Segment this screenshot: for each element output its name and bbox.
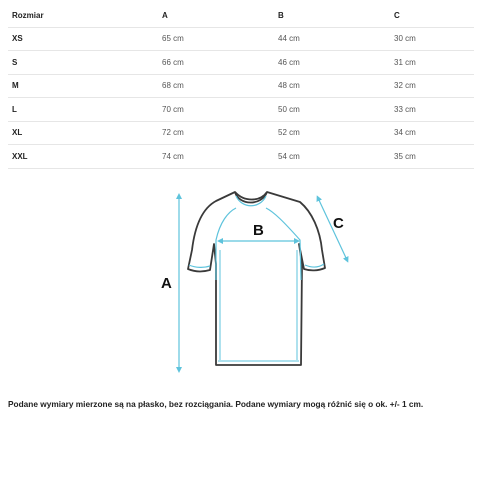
cell-b: 46 cm (274, 51, 390, 75)
cell-size: L (8, 98, 158, 122)
tshirt-measurement-diagram (150, 180, 350, 385)
cell-b: 54 cm (274, 145, 390, 169)
cell-c: 33 cm (390, 98, 474, 122)
cell-b: 50 cm (274, 98, 390, 122)
cell-size: M (8, 74, 158, 98)
cell-a: 66 cm (158, 51, 274, 75)
table-row (8, 98, 474, 122)
cell-size: S (8, 51, 158, 75)
cell-a: 65 cm (158, 27, 274, 51)
cell-c: 30 cm (390, 27, 474, 51)
measure-a-label: A (161, 275, 172, 292)
table-row (8, 27, 474, 51)
cell-c: 35 cm (390, 145, 474, 169)
cell-a: 72 cm (158, 121, 274, 145)
cell-c: 32 cm (390, 74, 474, 98)
tshirt-outline (188, 192, 325, 365)
cell-c: 31 cm (390, 51, 474, 75)
cell-a: 70 cm (158, 98, 274, 122)
cell-c: 34 cm (390, 121, 474, 145)
cell-size: XXL (8, 145, 158, 169)
size-chart-table (8, 4, 474, 169)
cell-a: 74 cm (158, 145, 274, 169)
table-header-row (8, 4, 474, 27)
cell-a: 68 cm (158, 74, 274, 98)
cell-size: XS (8, 27, 158, 51)
table-row (8, 145, 474, 169)
header-a: A (158, 4, 274, 27)
cell-b: 48 cm (274, 74, 390, 98)
measure-b-label: B (253, 222, 264, 239)
table-row (8, 121, 474, 145)
measure-c-label: C (333, 215, 344, 232)
table-row (8, 74, 474, 98)
table-row (8, 51, 474, 75)
cell-size: XL (8, 121, 158, 145)
measurement-note: Podane wymiary mierzone są na płasko, bez rozciągania. Podane wymiary mogą różnić się o ok. +/- 1 cm. (8, 399, 424, 409)
header-c: C (390, 4, 474, 27)
cell-b: 44 cm (274, 27, 390, 51)
cell-b: 52 cm (274, 121, 390, 145)
header-size: Rozmiar (8, 4, 158, 27)
header-b: B (274, 4, 390, 27)
